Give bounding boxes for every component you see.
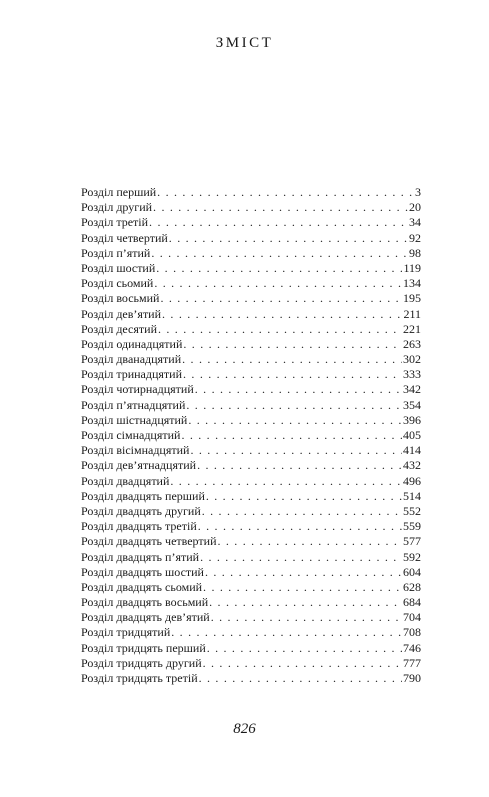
toc-entry-page: 354	[403, 397, 421, 412]
dot-leader	[188, 413, 402, 428]
toc-entry-page: 496	[403, 473, 421, 488]
toc-entry-label: Розділ двадцять третій	[81, 519, 197, 534]
toc-entry	[81, 185, 421, 200]
dot-leader	[203, 580, 402, 595]
toc-entry-label: Розділ перший	[81, 185, 157, 199]
dot-leader	[162, 307, 402, 322]
toc-entry-label: Розділ одинадцятий	[81, 336, 183, 351]
dot-leader	[211, 610, 402, 625]
toc-entry-page: 221	[403, 321, 421, 336]
table-of-contents	[81, 185, 421, 686]
toc-entry-page: 559	[403, 519, 421, 534]
toc-entry-label: Розділ тринадцятий	[81, 367, 183, 382]
dot-leader	[207, 641, 402, 656]
toc-entry-page: 777	[403, 655, 421, 670]
toc-entry-page: 708	[403, 625, 421, 640]
toc-entry-page: 592	[403, 549, 421, 564]
toc-entry	[81, 322, 421, 337]
toc-entry	[81, 595, 421, 610]
toc-entry-label: Розділ десятий	[81, 321, 157, 336]
dot-leader	[218, 534, 403, 549]
dot-leader	[169, 231, 408, 246]
toc-entry-page: 195	[403, 291, 421, 306]
dot-leader	[181, 428, 402, 443]
toc-entry	[81, 580, 421, 595]
dot-leader	[171, 625, 402, 640]
toc-entry-page: 684	[403, 595, 421, 610]
toc-entry-label: Розділ тридцять третій	[81, 671, 198, 685]
toc-entry	[81, 565, 421, 580]
toc-entry-page: 704	[403, 610, 421, 625]
toc-entry	[81, 443, 421, 458]
toc-entry	[81, 352, 421, 367]
toc-entry-page: 628	[403, 579, 421, 594]
toc-entry-page: 20	[409, 200, 421, 215]
toc-entry-label: Розділ дванадцятий	[81, 352, 182, 367]
dot-leader	[202, 504, 402, 519]
toc-entry-label: Розділ двадцять дев’ятий	[81, 610, 210, 625]
toc-entry	[81, 246, 421, 261]
toc-entry-label: Розділ п’ятий	[81, 245, 151, 260]
toc-entry-page: 414	[403, 443, 421, 458]
toc-entry-page: 333	[403, 367, 421, 382]
toc-entry-page: 746	[403, 640, 421, 655]
dot-leader	[200, 550, 402, 565]
toc-entry-page: 34	[409, 215, 421, 230]
toc-entry	[81, 428, 421, 443]
dot-leader	[158, 322, 402, 337]
toc-entry-page: 396	[403, 412, 421, 427]
toc-entry	[81, 413, 421, 428]
toc-entry	[81, 504, 421, 519]
toc-entry	[81, 382, 421, 397]
toc-entry	[81, 398, 421, 413]
dot-leader	[186, 398, 402, 413]
dot-leader	[151, 246, 408, 261]
toc-entry-label: Розділ вісімнадцятий	[81, 443, 190, 458]
dot-leader	[206, 489, 402, 504]
dot-leader	[182, 352, 402, 367]
dot-leader	[156, 261, 402, 276]
toc-entry	[81, 458, 421, 473]
toc-entry-label: Розділ тридцять перший	[81, 640, 206, 655]
toc-entry	[81, 367, 421, 382]
toc-entry-label: Розділ шостий	[81, 260, 156, 275]
toc-entry	[81, 291, 421, 306]
toc-entry-page: 514	[403, 488, 421, 503]
toc-entry	[81, 671, 421, 686]
toc-entry	[81, 641, 421, 656]
toc-entry	[81, 337, 421, 352]
page-number: 826	[233, 721, 256, 737]
dot-leader	[149, 215, 408, 230]
toc-entry-page: 302	[403, 352, 421, 367]
dot-leader	[170, 474, 402, 489]
page-title: ЗМІСТ	[215, 35, 274, 51]
toc-entry	[81, 489, 421, 504]
toc-entry-label: Розділ двадцять восьмий	[81, 595, 209, 610]
toc-entry	[81, 261, 421, 276]
toc-entry-label: Розділ п’ятнадцятий	[81, 397, 186, 412]
toc-entry-page: 432	[403, 458, 421, 473]
toc-entry-label: Розділ двадцять п’ятий	[81, 549, 200, 564]
toc-entry	[81, 276, 421, 291]
toc-entry-label: Розділ третій	[81, 215, 149, 230]
toc-entry-label: Розділ дев’ятий	[81, 306, 162, 321]
toc-entry-label: Розділ чотирнадцятий	[81, 382, 194, 397]
toc-entry-page: 342	[403, 382, 421, 397]
toc-entry-label: Розділ тридцять другий	[81, 655, 202, 670]
toc-entry-label: Розділ дев’ятнадцятий	[81, 458, 197, 473]
toc-entry-label: Розділ двадцять перший	[81, 488, 205, 503]
dot-leader	[203, 656, 402, 671]
toc-entry	[81, 534, 421, 549]
toc-entry-page: 577	[403, 534, 421, 549]
toc-entry-label: Розділ четвертий	[81, 230, 168, 245]
toc-entry	[81, 625, 421, 640]
dot-leader	[198, 519, 402, 534]
toc-entry-label: Розділ сімнадцятий	[81, 428, 181, 442]
dot-leader	[154, 276, 402, 291]
toc-entry-label: Розділ восьмий	[81, 291, 160, 306]
toc-entry-page: 405	[403, 428, 421, 442]
dot-leader	[160, 291, 402, 306]
toc-entry-page: 211	[403, 306, 421, 321]
dot-leader	[209, 595, 402, 610]
toc-entry-page: 790	[403, 671, 421, 685]
toc-entry	[81, 215, 421, 230]
dot-leader	[205, 565, 402, 580]
toc-entry	[81, 200, 421, 215]
dot-leader	[183, 367, 402, 382]
dot-leader	[190, 443, 402, 458]
toc-entry-label: Розділ двадцять другий	[81, 503, 201, 518]
toc-entry-label: Розділ двадцять четвертий	[81, 534, 217, 549]
toc-entry	[81, 307, 421, 322]
dot-leader	[197, 458, 402, 473]
toc-entry	[81, 610, 421, 625]
toc-entry-page: 98	[409, 245, 421, 260]
toc-entry-label: Розділ шістнадцятий	[81, 412, 188, 427]
toc-entry-label: Розділ двадцять сьомий	[81, 579, 203, 594]
dot-leader	[199, 671, 402, 686]
dot-leader	[183, 337, 402, 352]
toc-entry-page: 552	[403, 503, 421, 518]
toc-entry-page: 92	[409, 230, 421, 245]
toc-entry-label: Розділ сьомий	[81, 276, 154, 291]
toc-entry-label: Розділ двадцять шостий	[81, 564, 204, 579]
toc-entry-page: 134	[403, 276, 421, 291]
dot-leader	[153, 200, 408, 215]
toc-entry-page: 604	[403, 564, 421, 579]
dot-leader	[195, 382, 402, 397]
toc-entry	[81, 519, 421, 534]
toc-entry-label: Розділ другий	[81, 200, 153, 215]
toc-entry-label: Розділ двадцятий	[81, 473, 170, 488]
toc-entry-page: 263	[403, 336, 421, 351]
toc-entry-page: 119	[403, 260, 421, 275]
toc-entry	[81, 474, 421, 489]
toc-entry-page: 3	[415, 185, 421, 199]
dot-leader	[157, 185, 414, 200]
toc-entry-label: Розділ тридцятий	[81, 625, 171, 640]
toc-entry	[81, 550, 421, 565]
toc-entry	[81, 231, 421, 246]
toc-entry	[81, 656, 421, 671]
